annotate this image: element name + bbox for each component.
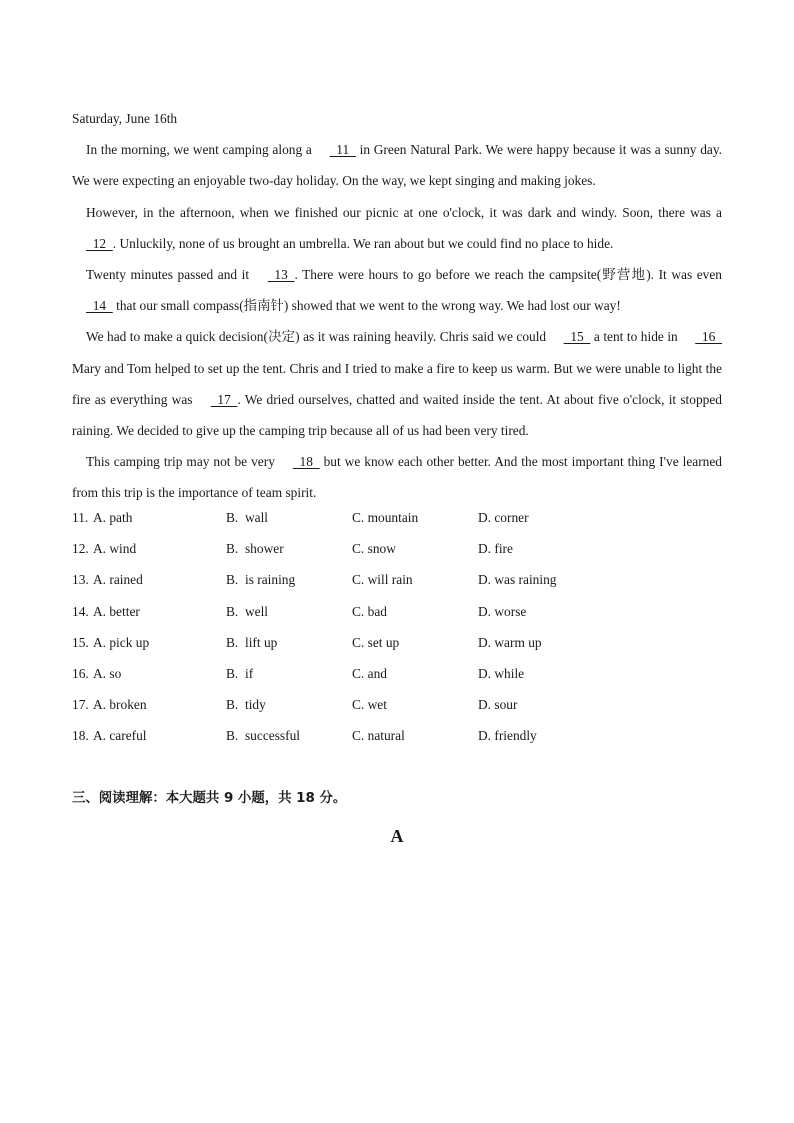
cloze-passage: [72, 103, 722, 509]
option-c: C. set up: [352, 634, 400, 650]
option-a: A. better: [93, 603, 140, 619]
blank-13: 13: [267, 267, 295, 283]
option-c: C. bad: [352, 603, 387, 619]
question-number: 17.: [72, 697, 89, 713]
option-a: A. so: [93, 665, 122, 681]
option-a: A. broken: [93, 697, 147, 713]
option-c: C. snow: [352, 541, 396, 557]
option-d: D. friendly: [478, 728, 537, 744]
text-segment: in Green Natural Park. We were happy because it was a sunny day. We were expecting an enjoyable two-day holiday. On the way, we kept singing and making jokes.: [72, 142, 723, 189]
question-number: 12.: [72, 541, 89, 557]
option-d: D. fire: [478, 541, 513, 557]
blank-17: 17: [210, 391, 238, 407]
paragraph-1: [72, 134, 722, 196]
option-d: D. warm up: [478, 634, 542, 650]
text-segment: We had to make a quick decision(决定) as it was raining heavily. Chris said we could: [86, 329, 550, 345]
option-c: C. mountain: [352, 510, 419, 525]
option-row: [72, 658, 722, 689]
option-d: D. was raining: [478, 572, 557, 588]
option-b: B. if: [226, 665, 254, 681]
option-d: D. corner: [478, 510, 529, 525]
blank-11: 11: [329, 142, 356, 158]
text-segment: Mary and Tom helped to set up the tent. Chris and I tried to make a fire to keep us warm. But we were unable to light the fire as everything was: [72, 360, 722, 407]
question-number: 18.: [72, 728, 89, 744]
paragraph-5: [72, 446, 722, 508]
option-a: A. pick up: [93, 634, 150, 650]
option-a: A. path: [93, 510, 133, 525]
option-row: [72, 564, 722, 595]
option-row: [72, 720, 722, 751]
paragraph-4: [72, 321, 722, 446]
question-number: 13.: [72, 572, 89, 588]
option-row: [72, 689, 722, 720]
option-a: A. careful: [93, 728, 147, 744]
paragraph-3: [72, 259, 722, 321]
text-segment: In the morning, we went camping along a: [86, 142, 316, 158]
text-segment: . There were hours to go before we reach the campsite(野营地). It was even: [294, 267, 723, 283]
option-c: C. will rain: [352, 572, 413, 588]
option-a: A. rained: [93, 572, 143, 588]
diary-date: Saturday, June 16th: [72, 111, 178, 126]
option-a: A. wind: [93, 541, 137, 557]
option-d: D. sour: [478, 697, 518, 713]
text-segment: but we know each other better. And the most important thing I've learned from this trip is the importance of team spirit.: [72, 454, 722, 501]
option-row: [72, 533, 722, 564]
question-number: 11.: [72, 510, 89, 525]
option-b: B. wall: [226, 510, 269, 525]
text-segment: Twenty minutes passed and it: [86, 267, 254, 283]
blank-12: 12: [86, 235, 113, 251]
blank-15: 15: [563, 329, 591, 345]
text-segment: . We dried ourselves, chatted and waited inside the tent. At about five o'clock, it stopped raining. We decided to give up the camping trip because all of us had been very tired.: [72, 391, 723, 439]
option-c: C. wet: [352, 697, 387, 713]
option-row: [72, 596, 722, 627]
option-b: B. shower: [226, 541, 284, 557]
question-number: 16.: [72, 665, 89, 681]
question-number: 15.: [72, 634, 89, 650]
question-number: 14.: [72, 603, 89, 619]
option-c: C. and: [352, 665, 387, 681]
blank-18: 18: [292, 454, 320, 470]
option-row: [72, 502, 722, 533]
text-segment: . Unluckily, none of us brought an umbrella. We ran about but we could find no place to hide.: [112, 235, 614, 251]
answer-options: [72, 502, 722, 752]
option-b: B. lift up: [226, 634, 278, 650]
text-segment: that our small compass(指南针) showed that we went to the wrong way. We had lost our way!: [112, 298, 621, 314]
paragraph-2: [72, 197, 722, 259]
option-d: D. while: [478, 665, 525, 681]
option-row: [72, 627, 722, 658]
option-b: B. is raining: [226, 572, 296, 588]
blank-14: 14: [86, 298, 113, 314]
blank-16: 16: [695, 329, 722, 345]
option-d: D. worse: [478, 603, 527, 619]
section-heading: 三、阅读理解：本大题共 9 小题，共 18 分。: [72, 791, 347, 806]
option-c: C. natural: [352, 728, 405, 744]
text-segment: However, in the afternoon, when we finished our picnic at one o'clock, it was dark and windy. Soon, there was a: [86, 204, 722, 220]
part-letter: A: [390, 826, 404, 846]
option-b: B. tidy: [226, 697, 266, 713]
text-segment: a tent to hide in: [590, 329, 682, 345]
text-segment: This camping trip may not be very: [86, 454, 279, 470]
option-b: B. successful: [226, 728, 301, 744]
option-b: B. well: [226, 603, 269, 619]
